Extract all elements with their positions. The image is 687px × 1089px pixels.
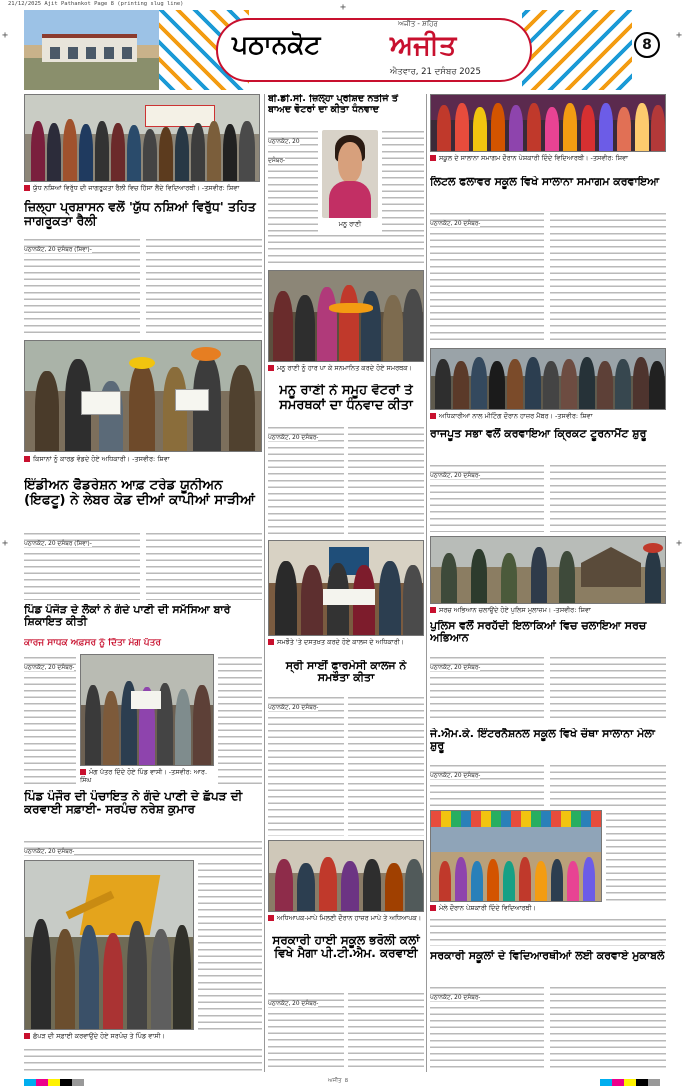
photo-water-memorandum xyxy=(80,654,214,766)
body-competitions-col2 xyxy=(550,984,666,1072)
section-tag: ਅਜੀਤ - ਸ਼ਹਿਰ xyxy=(398,20,438,28)
crop-mark-mr: + xyxy=(676,538,683,549)
portrait-manu-rani xyxy=(322,130,378,218)
body-mou-col2 xyxy=(348,694,424,836)
body-annual-side xyxy=(606,810,666,902)
body-panchayat-col2 xyxy=(198,860,262,1030)
crop-mark-tr: + xyxy=(676,30,683,41)
body-police-col2 xyxy=(550,654,666,722)
headline-drug-rally: ਜ਼ਿਲ੍ਹਾ ਪ੍ਰਸ਼ਾਸਨ ਵਲੋਂ 'ਯੁੱਧ ਨਸ਼ਿਆਂ ਵਿਰੁੱਧ' ਤਹਿਤ ਜਾਗਰੂਕਤਾ ਰੈਲੀ xyxy=(24,200,256,228)
body-annual-col2 xyxy=(550,762,666,806)
body-annual-bottom xyxy=(430,916,666,946)
photo-distributing-cards xyxy=(24,340,262,452)
print-slug: 21/12/2025 Ajit Pathankot Page 8 (printing slug line) xyxy=(8,1,184,7)
masthead xyxy=(24,10,662,90)
crop-mark-ml: + xyxy=(2,538,9,549)
body-thanks-bottom xyxy=(268,232,424,266)
body-cricket-col1: ਪਠਾਨਕੋਟ, 20 ਦਸੰਬਰ- xyxy=(430,462,544,532)
caption-distributing-cards: ਕਿਸਾਨਾਂ ਨੂੰ ਕਾਰਡ ਵੰਡਦੇ ਹੋਏ ਅਧਿਕਾਰੀ। -ਤਸਵੀਰ: ਸ਼ਿਵਾ xyxy=(24,455,262,472)
caption-felicitation: ਮਨੂ ਰਾਣੀ ਨੂੰ ਹਾਰ ਪਾ ਕੇ ਸਨਮਾਨਿਤ ਕਰਦੇ ਹੋਏ ਸਮਰਥਕ। xyxy=(268,364,424,380)
caption-police-search: ਸਰਚ ਅਭਿਆਨ ਚਲਾਉਂਦੇ ਹੋਏ ਪੁਲਿਸ ਮੁਲਾਜ਼ਮ। -ਤਸਵੀਰ: ਸ਼ਿਵਾ xyxy=(430,606,666,616)
headline-annual-fair: ਜੇ.ਐਮ.ਕੇ. ਇੰਟਰਨੈਸ਼ਨਲ ਸਕੂਲ ਵਿਖੇ ਚੌਥਾ ਸਾਲਾਨਾ ਮੇਲਾ ਸ਼ੁਰੂ xyxy=(430,728,655,753)
page-footer: ਅਜੀਤ 8 xyxy=(328,1078,349,1084)
masthead-pattern-right xyxy=(522,10,632,90)
column-divider-2 xyxy=(426,94,427,1072)
subhead-water-complaint: ਕਾਰਜ ਸਾਧਕ ਅਫ਼ਸਰ ਨੂੰ ਦਿੱਤਾ ਮੰਗ ਪੱਤਰ xyxy=(24,638,161,648)
headline-police-search: ਪੁਲਿਸ ਵਲੋਂ ਸਰਹੱਦੀ ਇਲਾਕਿਆਂ ਵਿਚ ਚਲਾਇਆ ਸਰਚ ਅਭਿਆਨ xyxy=(430,620,647,645)
body-manu-col2 xyxy=(348,424,424,536)
masthead-photo xyxy=(24,10,159,90)
column-divider-1 xyxy=(264,94,265,1072)
headline-cricket: ਰਾਜਪੂਤ ਸਭਾ ਵਲੋਂ ਕਰਵਾਇਆ ਕ੍ਰਿਕਟ ਟੂਰਨਾਮੈਂਟ ਸ਼ੁਰੂ xyxy=(430,428,647,440)
photo-annual-function xyxy=(430,94,666,152)
body-cricket-col2 xyxy=(550,462,666,532)
headline-water-complaint: ਪਿੰਡ ਪੰਜੌੜ ਦੇ ਲੋਕਾਂ ਨੇ ਗੰਦੇ ਪਾਣੀ ਦੀ ਸਮੱਸਿਆ ਬਾਰੇ ਸ਼ਿਕਾਇਤ ਕੀਤੀ xyxy=(24,604,231,629)
body-mou-col1: ਪਠਾਨਕੋਟ, 20 ਦਸੰਬਰ- xyxy=(268,694,344,836)
crop-mark-tl: + xyxy=(2,30,9,41)
crop-mark-tc: + xyxy=(340,2,347,13)
caption-mou-signing: ਸਮਝੌਤੇ 'ਤੇ ਦਸਤਖ਼ਤ ਕਰਦੇ ਹੋਏ ਕਾਲਜ ਦੇ ਅਧਿਕਾਰੀ। xyxy=(268,638,424,654)
caption-water-memorandum: ਮੰਗ ਪੱਤਰ ਦਿੰਦੇ ਹੋਏ ਪਿੰਡ ਵਾਸੀ। -ਤਸਵੀਰ: ਆਰ. ਸਿੰਘ xyxy=(80,768,208,784)
headline-manu-rani: ਮਨੂ ਰਾਣੀ ਨੇ ਸਮੂਹ ਵੋਟਰਾਂ ਤੇ ਸਮਰਥਕਾਂ ਦਾ ਧੰਨਵਾਦ ਕੀਤਾ xyxy=(279,384,413,413)
body-annual-col1: ਪਠਾਨਕੋਟ, 20 ਦਸੰਬਰ- xyxy=(430,762,544,806)
photo-drug-rally xyxy=(24,94,260,182)
masthead-banner xyxy=(216,18,532,82)
body-school-col1: ਪਠਾਨਕੋਟ, 20 ਦਸੰਬਰ- xyxy=(430,210,544,344)
body-water-col1: ਪਠਾਨਕੋਟ, 20 ਦਸੰਬਰ- xyxy=(24,654,76,784)
caption-group-meeting: ਅਧਿਕਾਰੀਆਂ ਨਾਲ ਮੀਟਿੰਗ ਦੌਰਾਨ ਹਾਜ਼ਰ ਮੈਂਬਰ। -ਤਸਵੀਰ: ਸ਼ਿਵਾ xyxy=(430,412,666,422)
headline-competitions: ਸਰਕਾਰੀ ਸਕੂਲਾਂ ਦੇ ਵਿਦਿਆਰਥੀਆਂ ਲਈ ਕਰਵਾਏ ਮੁਕਾਬਲੇ xyxy=(430,950,665,962)
color-registration-bar-right xyxy=(600,1079,660,1086)
page-number-badge: 8 xyxy=(634,32,660,58)
body-trade-union: ਪਠਾਨਕੋਟ, 20 ਦਸੰਬਰ (ਸ਼ਿਵਾ)- xyxy=(24,530,140,600)
photo-group-meeting xyxy=(430,348,666,410)
body-trade-union-col2 xyxy=(146,530,262,600)
body-thanks-col1: ਪਠਾਨਕੋਟ, 20 ਦਸੰਬਰ- xyxy=(268,128,318,266)
headline-thanks-voters-top: ਬੀ.ਡੀ.ਸੀ. ਜ਼ਿਲ੍ਹਾ ਪ੍ਰੀਸ਼ਦ ਨਤੀਜੇ ਤੋਂ ਬਾਅਦ ਵੋਟਰਾਂ ਦਾ ਕੀਤਾ ਧੰਨਵਾਦ xyxy=(268,94,398,115)
photo-annual-fair xyxy=(430,810,602,902)
body-water-col3 xyxy=(218,654,262,784)
photo-pond-cleaning xyxy=(24,860,194,1030)
body-drug-rally: ਪਠਾਨਕੋਟ, 20 ਦਸੰਬਰ (ਸ਼ਿਵਾ)- xyxy=(24,236,140,336)
body-panchayat-bottom xyxy=(24,1046,262,1072)
photo-ptm xyxy=(268,840,424,912)
caption-annual-fair: ਮੇਲੇ ਦੌਰਾਨ ਪੇਸ਼ਕਾਰੀ ਦਿੰਦੇ ਵਿਦਿਆਰਥੀ। xyxy=(430,904,666,914)
edition-date: ਐਤਵਾਰ, 21 ਦਸੰਬਰ 2025 xyxy=(390,67,481,77)
body-manu-col1: ਪਠਾਨਕੋਟ, 20 ਦਸੰਬਰ- xyxy=(268,424,344,536)
section-city-title: ਪਠਾਨਕੋਟ xyxy=(232,30,321,59)
caption-ptm: ਅਧਿਆਪਕ-ਮਾਪੇ ਮਿਲਣੀ ਦੌਰਾਨ ਹਾਜ਼ਰ ਮਾਪੇ ਤੇ ਅਧਿਆਪਕ। xyxy=(268,914,424,930)
body-drug-rally-col2 xyxy=(146,236,262,336)
body-school-col2 xyxy=(550,210,666,344)
body-ptm-col2 xyxy=(348,990,424,1072)
photo-mou-signing xyxy=(268,540,424,636)
body-competitions-col1: ਪਠਾਨਕੋਟ, 20 ਦਸੰਬਰ- xyxy=(430,984,544,1072)
headline-school-function: ਲਿਟਲ ਫਲਾਵਰ ਸਕੂਲ ਵਿਖੇ ਸਾਲਾਨਾ ਸਮਾਗਮ ਕਰਵਾਇਆ xyxy=(430,176,660,188)
caption-annual-function: ਸਕੂਲ ਦੇ ਸਾਲਾਨਾ ਸਮਾਗਮ ਦੌਰਾਨ ਪੇਸ਼ਕਾਰੀ ਦਿੰਦੇ ਵਿਦਿਆਰਥੀ। -ਤਸਵੀਰ: ਸ਼ਿਵਾ xyxy=(430,154,666,171)
headline-mou: ਸ੍ਰੀ ਸਾਈਂ ਫਾਰਮੇਸੀ ਕਾਲਜ ਨੇ ਸਮਝੌਤਾ ਕੀਤਾ xyxy=(285,660,407,685)
headline-panchayat-pond: ਪਿੰਡ ਪੰਜੌਰ ਦੀ ਪੰਚਾਇਤ ਨੇ ਗੰਦੇ ਪਾਣੀ ਦੇ ਛੱਪੜ ਦੀ ਕਰਵਾਈ ਸਫ਼ਾਈ- ਸਰਪੰਚ ਨਰੇਸ਼ ਕੁਮਾਰ xyxy=(24,790,243,817)
photo-felicitation xyxy=(268,270,424,362)
headline-trade-union: ਇੰਡੀਅਨ ਫੈਡਰੇਸ਼ਨ ਆਫ਼ ਟਰੇਡ ਯੂਨੀਅਨ (ਇਫਟੂ) ਨੇ ਲੇਬਰ ਕੋਡ ਦੀਆਂ ਕਾਪੀਆਂ ਸਾੜੀਆਂ xyxy=(24,478,255,509)
body-ptm-col1: ਪਠਾਨਕੋਟ, 20 ਦਸੰਬਰ- xyxy=(268,990,344,1072)
caption-pond-cleaning: ਛੱਪੜ ਦੀ ਸਫ਼ਾਈ ਕਰਵਾਉਂਦੇ ਹੋਏ ਸਰਪੰਚ ਤੇ ਪਿੰਡ ਵਾਸੀ। xyxy=(24,1032,262,1044)
photo-police-search xyxy=(430,536,666,604)
caption-drug-rally: ਯੁੱਧ ਨਸ਼ਿਆਂ ਵਿਰੁੱਧ ਦੀ ਜਾਗਰੂਕਤਾ ਰੈਲੀ ਵਿਚ ਹਿੱਸਾ ਲੈਂਦੇ ਵਿਦਿਆਰਥੀ। -ਤਸਵੀਰ: ਸ਼ਿਵਾ xyxy=(24,184,260,193)
headline-ptm: ਸਰਕਾਰੀ ਹਾਈ ਸਕੂਲ ਭਰੋਲੀ ਕਲਾਂ ਵਿਖੇ ਮੈਗਾ ਪੀ.ਟੀ.ਐਮ. ਕਰਵਾਈ xyxy=(272,934,420,961)
body-police-col1: ਪਠਾਨਕੋਟ, 20 ਦਸੰਬਰ- xyxy=(430,654,544,722)
caption-portrait: ਮਨੂ ਰਾਣੀ xyxy=(338,220,362,228)
newspaper-name: ਅਜੀਤ xyxy=(390,30,457,61)
body-panchayat-top: ਪਠਾਨਕੋਟ, 20 ਦਸੰਬਰ- xyxy=(24,838,262,858)
